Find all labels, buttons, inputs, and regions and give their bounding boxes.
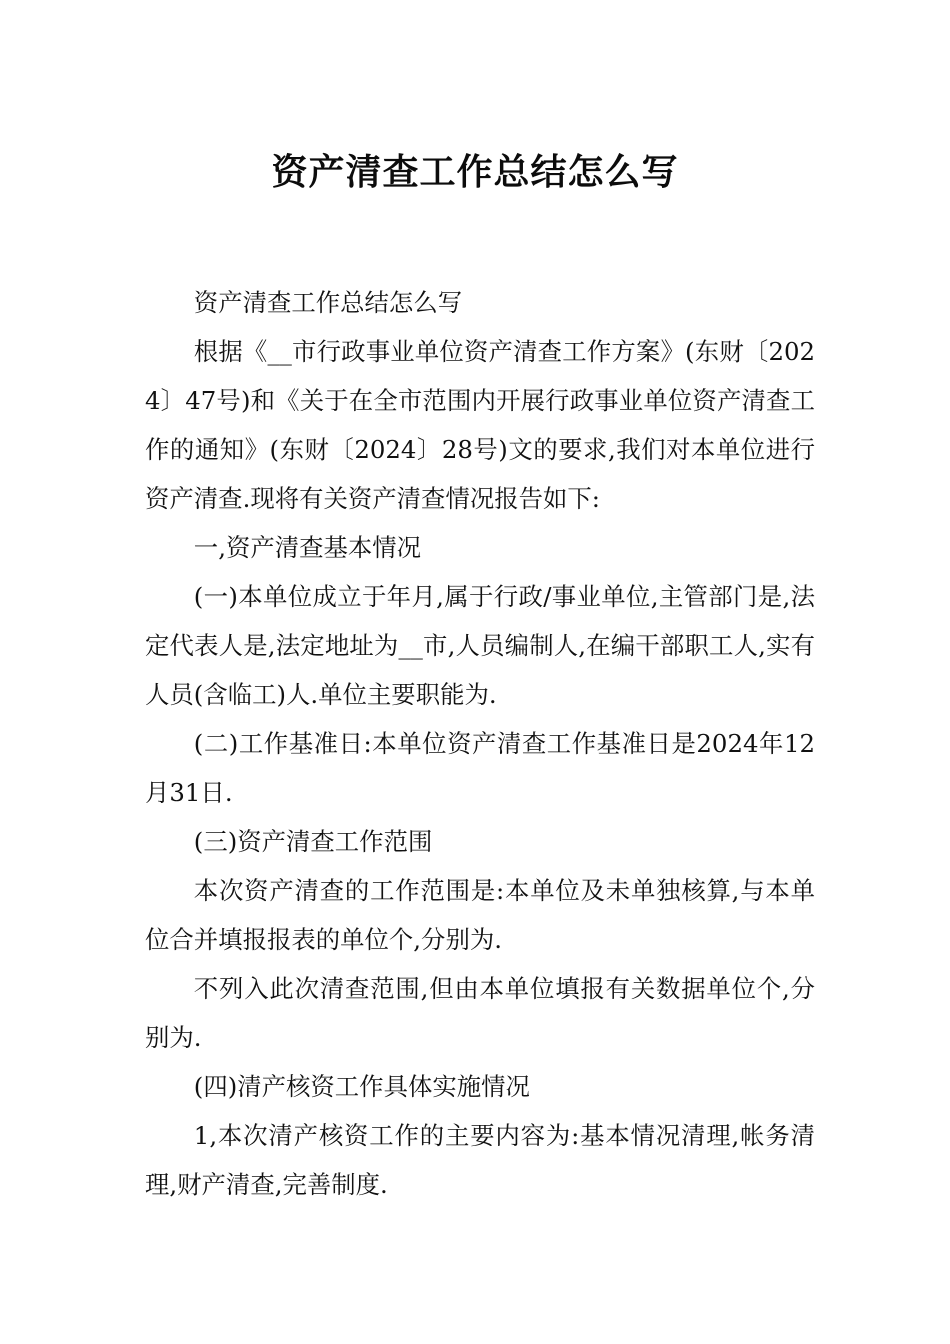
paragraph-base-date: (二)工作基准日:本单位资产清查工作基准日是2024年12月31日.: [145, 729, 815, 807]
subheading-implementation: (四)清产核资工作具体实施情况: [193, 1072, 530, 1101]
subheading-scope: (三)资产清查工作范围: [193, 827, 433, 856]
document-body: [145, 278, 815, 1209]
paragraph-heading-repeat: 资产清查工作总结怎么写: [193, 288, 463, 317]
paragraph-intro: 根据《__市行政事业单位资产清查工作方案》(东财〔2024〕47号)和《关于在全市范围内开展行政事业单位资产清查工作的通知》(东财〔2024〕28号)文的要求,我们对本单位进行资产清查.现将有关资产清查情况报告如下:: [145, 337, 815, 513]
paragraph-main-content: 1,本次清产核资工作的主要内容为:基本情况清理,帐务清理,财产清查,完善制度.: [145, 1121, 815, 1199]
section-heading-basic-info: 一,资产清查基本情况: [193, 533, 422, 562]
paragraph-unit-info: (一)本单位成立于年月,属于行政/事业单位,主管部门是,法定代表人是,法定地址为__市,人员编制人,在编干部职工人,实有人员(含临工)人.单位主要职能为.: [145, 582, 815, 709]
paragraph-scope: 本次资产清查的工作范围是:本单位及未单独核算,与本单位合并填报报表的单位个,分别为.: [145, 876, 815, 954]
document-title: 资产清查工作总结怎么写: [271, 151, 679, 194]
paragraph-excluded: 不列入此次清查范围,但由本单位填报有关数据单位个,分别为.: [145, 974, 815, 1052]
